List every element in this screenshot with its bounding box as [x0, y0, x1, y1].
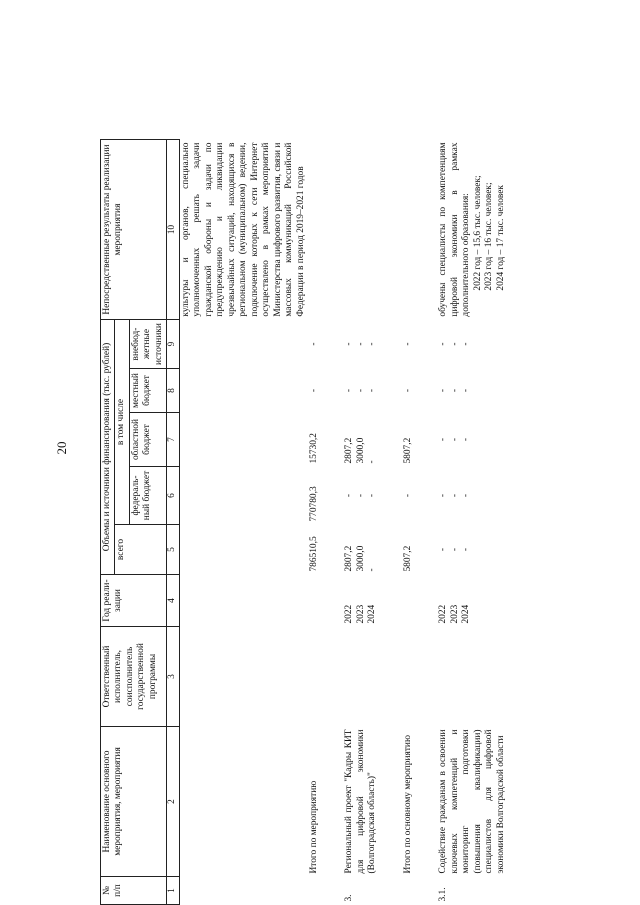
cell-total: - - -: [438, 547, 472, 552]
result-lines: 2022 год – 15,6 тыс. человек; 2023 год – 16 тыс. человек; 2024 год – 17 тыс. человек: [472, 175, 506, 291]
cell-federal: - - -: [344, 493, 378, 498]
column-number: 1: [167, 877, 179, 905]
cell-federal: - - -: [438, 493, 472, 498]
cell-total: 5807,2: [402, 545, 413, 572]
result-text: обучены специалисты по компетенциям цифровой экономики в рамках дополнительного образования:: [438, 142, 472, 317]
cell-extra: - - -: [344, 342, 378, 346]
column-number: 2: [167, 727, 179, 877]
total-event-label: Итого по мероприятию: [308, 780, 319, 874]
header-total: всего: [115, 525, 167, 575]
cell-extra: -: [402, 342, 413, 346]
header-in-that-number: в том числе: [115, 320, 129, 525]
cell-local: - - -: [438, 388, 472, 393]
cell-extra: -: [308, 342, 319, 346]
cell-local: -: [308, 388, 319, 393]
column-number: 3: [167, 627, 179, 727]
header-local: местный бюджет: [129, 369, 166, 413]
row-years: 2022 2023 2024: [344, 604, 378, 624]
header-number: № п/п: [101, 877, 167, 905]
cell-local: -: [402, 388, 413, 393]
row-results: [437, 140, 508, 320]
row-name: Региональный проект "Кадры КИТ для цифровой экономики (Волгоградская область)": [344, 729, 378, 874]
cell-total: 2807,2 3000,0 -: [344, 545, 378, 572]
column-number: 6: [167, 467, 179, 525]
page-number: 20: [54, 441, 69, 455]
cell-regional: 15730,2: [308, 433, 319, 464]
financing-table: [100, 139, 508, 905]
column-number: 5: [167, 525, 179, 575]
column-number: 9: [167, 320, 179, 369]
header-year: Год реали-зации: [101, 575, 167, 627]
cell-federal: -: [402, 493, 413, 498]
header-financing: Объемы и источники финансирования (тыс. рублей): [101, 320, 115, 575]
cell-extra: - - -: [438, 342, 472, 346]
total-main-label: Итого по основному мероприятию: [402, 735, 413, 874]
row-number: 3.: [344, 894, 355, 902]
row-number: 3.1.: [438, 887, 449, 902]
cell-local: - - -: [344, 388, 378, 393]
header-name: Наименование основного мероприятия, мероприятия: [101, 727, 167, 877]
column-number: 10: [167, 140, 179, 320]
row-years: 2022 2023 2024: [438, 604, 472, 624]
cell-regional: 5807,2: [402, 437, 413, 464]
header-results: Непосредственные результаты реализации мероприятия: [101, 140, 167, 320]
header-federal: федераль-ный бюджет: [129, 467, 166, 525]
column-number: 7: [167, 413, 179, 467]
cell-federal: 770780,3: [308, 486, 319, 522]
cell-regional: - - -: [438, 437, 472, 442]
document-page: [100, 35, 630, 905]
continued-result-text: культуры и органов, специально уполномоченных решать задачи гражданской обороны и задачи по предупреждению и ликвидации чрезвычайных ситуаций, находящихся в региональном (муниципальном) ведении, подключение которых к сети Интернет осуществлено в рамках мероприятий Министерства цифрового развития, связи и массовых коммуникаций Российской Федерации в период 2019–2021 годов: [180, 142, 306, 317]
column-number: 8: [167, 369, 179, 413]
header-executor: Ответственный исполнитель, соисполнитель государственной программы: [101, 627, 167, 727]
cell-regional: 2807,2 3000,0 -: [344, 437, 378, 464]
header-extra: внебюд-жетные источники: [129, 320, 166, 369]
cell-total: 786510,5: [308, 536, 319, 572]
column-number: 4: [167, 575, 179, 627]
header-regional: областной бюджет: [129, 413, 166, 467]
row-name: Содействие гражданам в освоении ключевых компетенций и мониторинг подготовки (повышения квалификации) специалистов для цифровой экономики Волгоградской области: [438, 729, 506, 874]
